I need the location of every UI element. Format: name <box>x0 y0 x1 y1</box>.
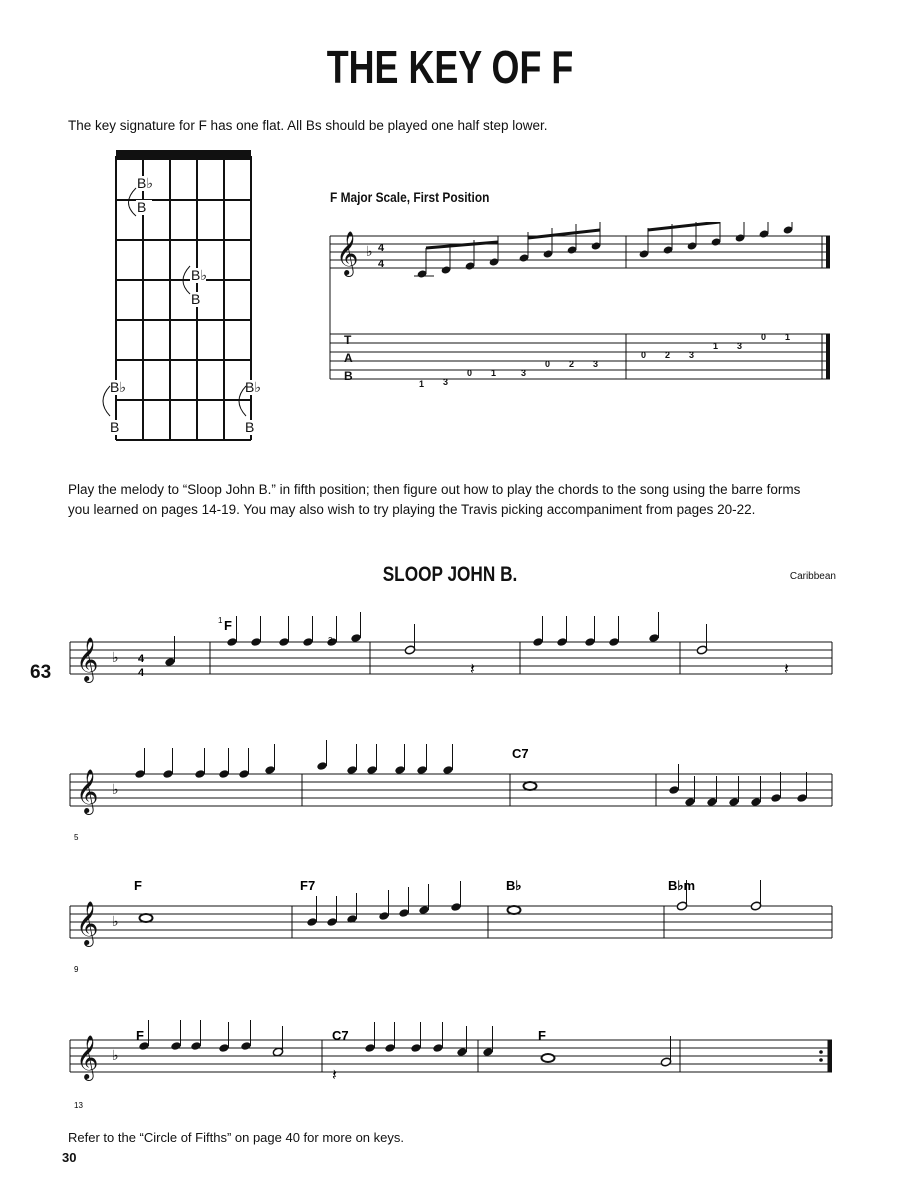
tab-number: 0 <box>641 350 647 360</box>
treble-clef-icon: 𝄞 <box>336 233 359 275</box>
treble-clef-icon: 𝄞 <box>76 771 99 813</box>
song-notehead <box>668 785 679 795</box>
scale-notes <box>414 222 793 279</box>
tab-number: 0 <box>761 332 767 342</box>
song-notehead <box>194 769 205 779</box>
flat-key-signature-icon: ♭ <box>112 649 119 665</box>
measure-number-13: 13 <box>74 1101 83 1110</box>
chord-row4-2: F <box>538 1028 546 1043</box>
song-notehead <box>728 797 739 807</box>
tab-number: 1 <box>785 332 791 342</box>
song-notehead <box>456 1047 467 1057</box>
scale-notation <box>326 222 836 392</box>
song-notehead <box>608 637 619 647</box>
chord-row3-3: B♭m <box>668 878 696 893</box>
song-notehead <box>364 1043 375 1053</box>
chord-row4-1: C7 <box>332 1028 349 1043</box>
measure-number-9: 9 <box>74 965 79 974</box>
song-notehead <box>660 1057 671 1067</box>
song-notehead <box>750 901 761 911</box>
intro-text: The key signature for F has one flat. All Bs should be played one half step lower. <box>68 118 548 133</box>
tab-letter-b: B <box>344 369 353 383</box>
ending-1: 1 <box>218 616 223 625</box>
fret-note-label: B <box>110 419 120 435</box>
tab-number: 2 <box>665 350 671 360</box>
measure-number-5: 5 <box>74 833 79 842</box>
repeat-dot <box>819 1058 823 1062</box>
song-notehead <box>796 793 807 803</box>
chord-row3-1: F7 <box>300 878 316 893</box>
song-notehead <box>684 797 695 807</box>
chord-row2-0: C7 <box>512 746 529 761</box>
song-origin: Caribbean <box>789 571 836 582</box>
fretboard-nut <box>116 150 251 160</box>
instructions-line-2: you learned on pages 14-19. You may also wish to try playing the Travis picking accompaniment from pages 20-22. <box>68 502 756 517</box>
fret-note-label: B♭ <box>110 379 126 395</box>
scale-beam <box>426 242 498 248</box>
song-notehead <box>218 1043 229 1053</box>
fretboard-note-labels <box>109 175 261 435</box>
tab-number: 3 <box>521 368 527 378</box>
song-notehead <box>404 645 415 655</box>
tab-number: 1 <box>419 379 425 389</box>
song-notehead <box>482 1047 493 1057</box>
song-notehead <box>164 657 175 667</box>
fret-note-label: B♭ <box>137 175 153 191</box>
quarter-rest-icon: 𝄽 <box>470 661 475 678</box>
song-notehead <box>676 901 687 911</box>
page-title: THE KEY OF F <box>326 41 574 93</box>
tab-number: 2 <box>569 359 575 369</box>
song-notehead <box>272 1047 283 1057</box>
flat-key-signature-icon: ♭ <box>112 913 119 929</box>
song-notehead <box>326 917 337 927</box>
repeat-dot <box>819 1050 823 1054</box>
scale-time-top: 4 <box>378 242 385 254</box>
song-notehead <box>556 637 567 647</box>
song-notehead <box>394 765 405 775</box>
tab-number: 0 <box>467 368 473 378</box>
tab-number: 3 <box>737 341 743 351</box>
scale-time-bottom: 4 <box>378 258 385 270</box>
song-notehead <box>170 1041 181 1051</box>
song-notehead <box>442 765 453 775</box>
fretboard-diagram <box>96 148 276 448</box>
song-notehead <box>316 761 327 771</box>
song-notehead <box>398 908 409 918</box>
song-notehead <box>584 637 595 647</box>
fret-note-label: B <box>137 199 147 215</box>
song-notehead <box>218 769 229 779</box>
song-whole-note <box>542 1054 555 1062</box>
scale-beam <box>528 230 600 238</box>
song-notehead <box>250 637 261 647</box>
song-whole-note <box>140 914 153 922</box>
song-notehead <box>264 765 275 775</box>
song-time-bottom: 4 <box>138 667 145 679</box>
tab-number: 3 <box>593 359 599 369</box>
song-notehead <box>770 793 781 803</box>
song-notehead <box>190 1041 201 1051</box>
fret-note-label: B <box>191 291 201 307</box>
fretboard-frets <box>116 200 251 440</box>
scale-beam <box>648 222 720 230</box>
tab-number: 0 <box>545 359 551 369</box>
song-whole-note <box>524 782 537 790</box>
flat-key-signature-icon: ♭ <box>112 781 119 797</box>
chord-row3-0: F <box>134 878 142 893</box>
song-notes <box>134 612 807 1084</box>
song-staves <box>70 638 832 1081</box>
final-barline <box>828 1040 832 1072</box>
song-whole-note <box>508 906 521 914</box>
song-notehead <box>278 637 289 647</box>
song-notehead <box>416 765 427 775</box>
chord-row3-2: B♭ <box>506 878 522 893</box>
footer-note: Refer to the “Circle of Fifths” on page 40 for more on keys. <box>68 1130 404 1145</box>
song-notehead <box>226 637 237 647</box>
ending-2: 2 <box>328 636 333 645</box>
fret-note-label: B♭ <box>245 379 261 395</box>
tab-letter-t: T <box>344 333 352 347</box>
chord-row1-0: F <box>224 618 232 633</box>
treble-clef-icon: 𝄞 <box>76 903 99 945</box>
song-notehead <box>302 637 313 647</box>
song-notehead <box>384 1043 395 1053</box>
song-title: SLOOP JOHN B. <box>382 563 518 586</box>
song-notehead <box>648 633 659 643</box>
track-number: 63 <box>30 662 52 683</box>
treble-clef-icon: 𝄞 <box>76 639 99 681</box>
tab-letter-a: A <box>344 351 353 365</box>
song-notehead <box>346 765 357 775</box>
song-notehead <box>418 905 429 915</box>
song-notehead <box>706 797 717 807</box>
instructions-line-1: Play the melody to “Sloop John B.” in fifth position; then figure out how to play the chords to the song using the barre forms <box>68 482 801 497</box>
scale-title: F Major Scale, First Position <box>330 189 490 205</box>
song-notehead <box>240 1041 251 1051</box>
song-time-top: 4 <box>138 653 145 665</box>
song-notehead <box>532 637 543 647</box>
tab-number: 1 <box>491 368 497 378</box>
song-notehead <box>750 797 761 807</box>
song-notehead <box>238 769 249 779</box>
song-notehead <box>432 1043 443 1053</box>
tab-number: 3 <box>689 350 695 360</box>
tab-number: 3 <box>443 377 449 387</box>
chord-row4-0: F <box>136 1028 144 1043</box>
fret-note-label: B♭ <box>191 267 207 283</box>
tab-number: 1 <box>713 341 719 351</box>
song-notehead <box>410 1043 421 1053</box>
fret-note-label: B <box>245 419 255 435</box>
song-notehead <box>366 765 377 775</box>
song-notehead <box>350 633 361 643</box>
song-notehead <box>162 769 173 779</box>
quarter-rest-icon: 𝄽 <box>332 1067 337 1084</box>
page-number: 30 <box>62 1150 77 1165</box>
flat-key-signature-icon: ♭ <box>112 1047 119 1063</box>
quarter-rest-icon: 𝄽 <box>784 661 789 678</box>
song-notehead <box>378 911 389 921</box>
song-notehead <box>134 769 145 779</box>
song-notehead <box>696 645 707 655</box>
song-notehead <box>306 917 317 927</box>
flat-key-signature-icon: ♭ <box>366 243 373 259</box>
song-notation <box>60 610 850 1130</box>
treble-clef-icon: 𝄞 <box>76 1037 99 1079</box>
song-notehead <box>450 902 461 912</box>
